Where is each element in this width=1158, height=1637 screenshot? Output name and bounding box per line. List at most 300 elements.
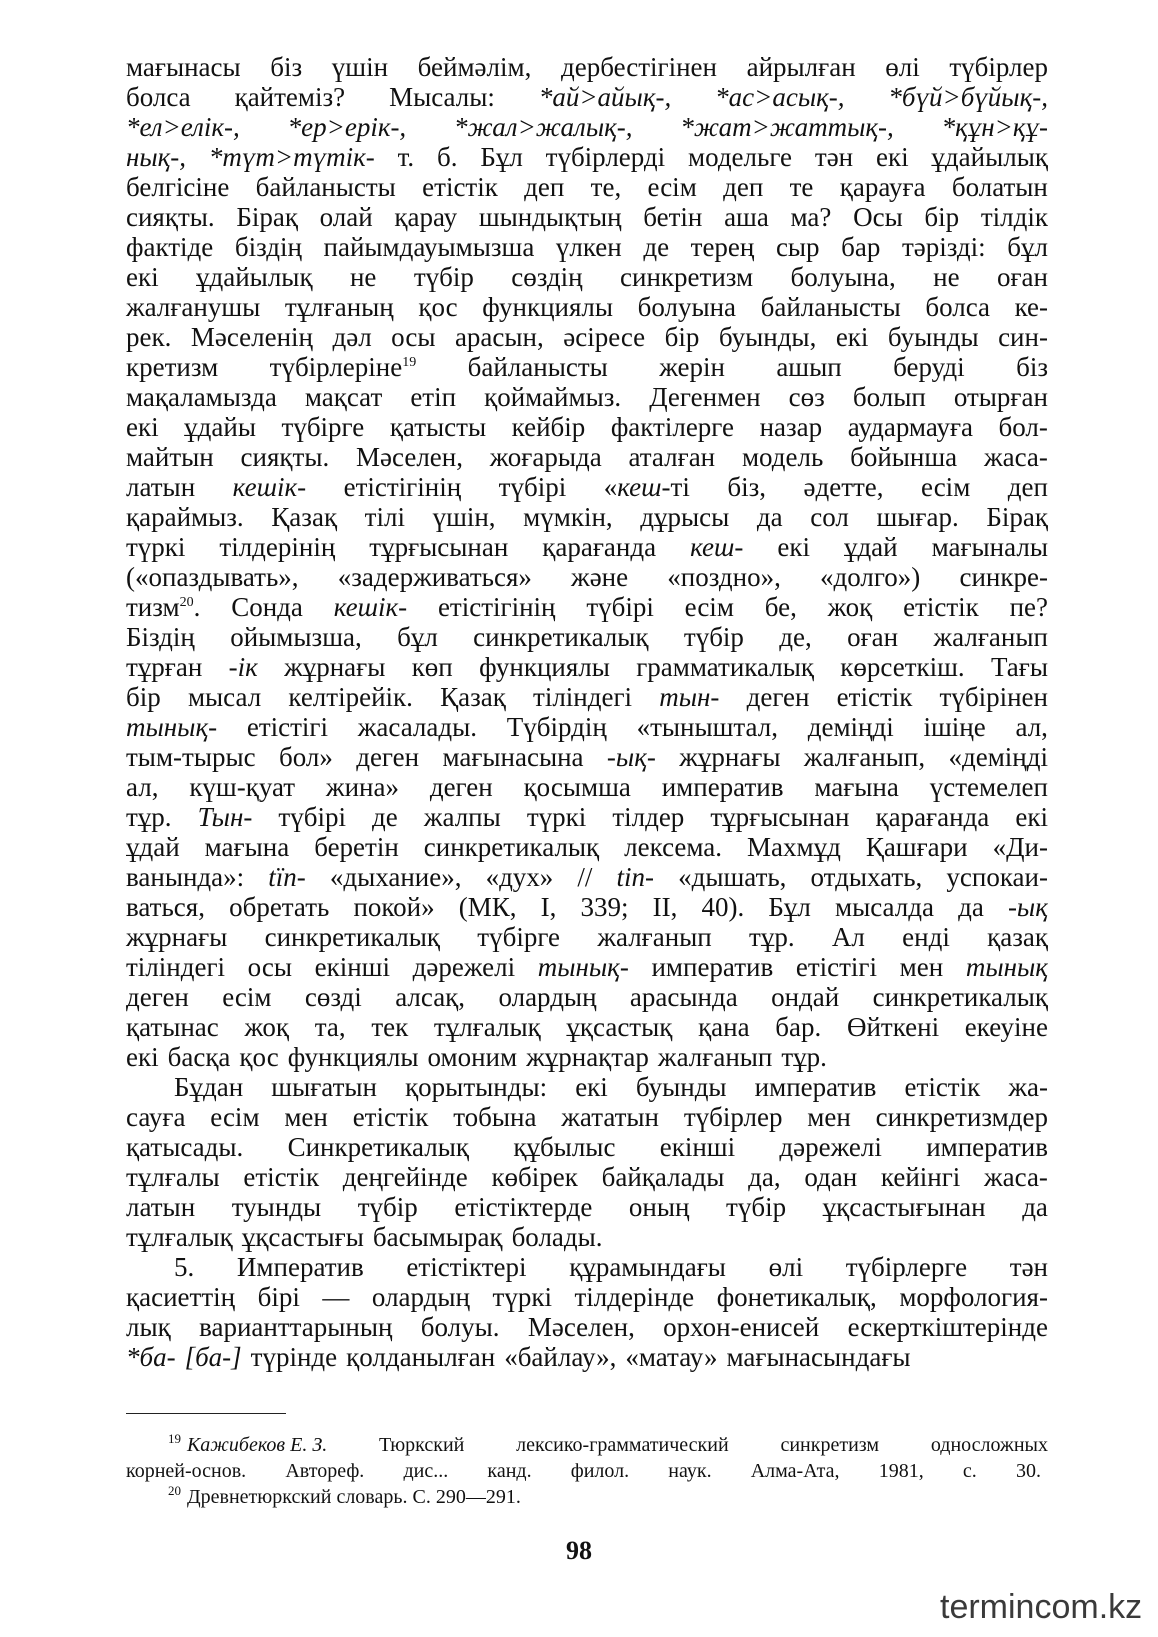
word: осы xyxy=(247,952,292,982)
word: бір xyxy=(924,202,960,232)
word: түркі xyxy=(526,802,587,832)
text-line xyxy=(126,322,1048,352)
word: Синкретикалық xyxy=(287,1132,470,1162)
word: түркі xyxy=(492,1282,552,1312)
word: олай xyxy=(319,202,373,232)
word: мағынасына xyxy=(442,742,584,772)
word: ұқсастығы xyxy=(241,1222,364,1252)
word: жұрнақтар xyxy=(526,1042,649,1072)
word: ванында»: xyxy=(126,862,245,892)
word: жалпы xyxy=(423,802,501,832)
word: жалғанушы xyxy=(126,292,261,322)
word: қатысады. xyxy=(126,1132,244,1162)
word: ке- xyxy=(1014,292,1048,322)
text-line xyxy=(126,1042,1048,1072)
word: сөздің xyxy=(511,262,583,292)
word: функциялы xyxy=(479,652,610,682)
word: біз, xyxy=(727,472,766,502)
word: I, xyxy=(540,892,557,922)
word: Дегенмен xyxy=(649,382,761,412)
word: *құн>құ- xyxy=(941,112,1048,142)
word: синкретизм xyxy=(620,262,754,292)
word: болуына, xyxy=(790,262,896,292)
word: сыр xyxy=(775,232,820,262)
text-line xyxy=(126,1162,1048,1192)
word: етістік xyxy=(422,172,498,202)
word: екі xyxy=(575,1072,608,1102)
word: де, xyxy=(779,622,812,652)
word: Тюркский xyxy=(379,1434,465,1456)
word: тұлғалық xyxy=(433,1012,541,1042)
word: «дыхание», xyxy=(329,862,462,892)
word: етістік xyxy=(903,592,979,622)
word: «долго») xyxy=(820,562,921,592)
word: қатысты xyxy=(389,412,487,442)
word: односложных xyxy=(930,1434,1048,1456)
word: кейінгі xyxy=(880,1162,961,1192)
word: синкретизм xyxy=(780,1434,880,1456)
word: латын xyxy=(126,1192,196,1222)
text-line xyxy=(126,172,1048,202)
word: — xyxy=(322,1282,350,1312)
word: кешік- xyxy=(232,472,307,502)
word: екі xyxy=(126,262,159,292)
word: кейбір xyxy=(511,412,586,442)
text-line xyxy=(126,412,1048,442)
word: II, xyxy=(652,892,678,922)
text-line xyxy=(126,202,1048,232)
word: байқалады xyxy=(601,1162,725,1192)
word: «деміңді xyxy=(948,742,1048,772)
word: аталған xyxy=(628,442,716,472)
word: қосымша xyxy=(523,772,631,802)
word: ал, xyxy=(126,772,159,802)
word: өлі xyxy=(768,1252,804,1282)
word: күш-қуат xyxy=(189,772,296,802)
word: түбір xyxy=(413,262,474,292)
text-line xyxy=(126,952,1048,982)
site-watermark: termincom.kz xyxy=(940,1588,1143,1626)
word: морфология- xyxy=(899,1282,1048,1312)
word: ма? xyxy=(790,202,832,232)
word: модель xyxy=(741,442,824,472)
word: лық xyxy=(126,1312,171,1342)
word: тұлғаның xyxy=(284,292,394,322)
word: та, xyxy=(314,1012,346,1042)
word: Автореф. xyxy=(285,1460,365,1482)
word: Мәселенің xyxy=(190,322,313,352)
word: екі xyxy=(126,1042,159,1072)
word: Алма-Ата, xyxy=(750,1460,840,1482)
word: екеуіне xyxy=(964,1012,1048,1042)
word: етістіктері xyxy=(406,1252,527,1282)
word: тұрғысынан xyxy=(369,532,509,562)
word: есім xyxy=(647,172,697,202)
footnotes xyxy=(126,1432,1048,1510)
word: түбір xyxy=(726,1192,787,1222)
word: беймәлім, xyxy=(417,52,532,82)
word: функциялы xyxy=(287,1042,419,1072)
word: дәл xyxy=(332,322,372,352)
word: не xyxy=(933,262,960,292)
word: есім xyxy=(684,592,734,622)
word: да xyxy=(756,502,783,532)
word: тілі xyxy=(364,502,405,532)
word: отырған xyxy=(953,382,1048,412)
word: омоним xyxy=(427,1042,518,1072)
word: ал, xyxy=(1015,712,1048,742)
word: жа- xyxy=(1008,1072,1048,1102)
word: тәрізді: xyxy=(901,232,986,262)
word: үшін xyxy=(331,52,389,82)
word: жаса- xyxy=(983,442,1048,472)
word: «байлау», xyxy=(504,1342,617,1372)
word: шығар. xyxy=(876,502,959,532)
word: -ық xyxy=(1007,892,1048,922)
text-line xyxy=(126,1102,1048,1132)
text-line xyxy=(126,52,1048,82)
word: түбірлерге xyxy=(845,1252,968,1282)
text-line xyxy=(126,352,1048,382)
text-line xyxy=(126,382,1048,412)
word: түбірінен xyxy=(939,682,1048,712)
word: етістігінің xyxy=(437,592,556,622)
word: бір xyxy=(664,322,700,352)
text-line xyxy=(126,1012,1048,1042)
word: «кеш-ті xyxy=(603,472,690,502)
word: болатын xyxy=(951,172,1048,202)
word: отдыхать, xyxy=(810,862,923,892)
word: сол xyxy=(810,502,849,532)
word: с. xyxy=(962,1460,977,1482)
word: екінші xyxy=(659,1132,736,1162)
word: ашып xyxy=(776,352,842,382)
text-line xyxy=(126,232,1048,262)
word: дәрежелі xyxy=(412,952,516,982)
word: етістігінің xyxy=(343,472,462,502)
word: майтын xyxy=(126,442,214,472)
word: ескерткіштерінде xyxy=(847,1312,1048,1342)
word: Махмұд xyxy=(747,832,841,862)
word: тіліндегі xyxy=(126,952,226,982)
word: болса xyxy=(925,292,990,322)
word: кретизм xyxy=(126,352,219,382)
word: олардың xyxy=(371,1282,470,1312)
word: бұл xyxy=(1007,232,1048,262)
word: көрсеткіш. xyxy=(840,652,965,682)
word: синкретизмдер xyxy=(875,1102,1048,1132)
word: тұрғысынан xyxy=(710,802,850,832)
word: деген xyxy=(356,742,420,772)
word: пайымдауымызша xyxy=(323,232,535,262)
word: оның xyxy=(628,1192,690,1222)
word: мағыналы xyxy=(931,532,1048,562)
word: жұрнағы xyxy=(284,652,386,682)
word: байланысты xyxy=(467,352,608,382)
word: өлі xyxy=(885,52,920,82)
word: бірі xyxy=(257,1282,300,1312)
word: да xyxy=(958,892,984,922)
word: пе? xyxy=(1009,592,1048,622)
word: *бүй>бүйық-, xyxy=(888,82,1048,112)
word: жерін xyxy=(659,352,725,382)
text-line xyxy=(126,532,1048,562)
word: те, xyxy=(590,172,622,202)
word: тек xyxy=(371,1012,409,1042)
text-line xyxy=(126,562,1048,592)
word: синкретикалық xyxy=(423,832,600,862)
word: туынды xyxy=(231,1192,322,1222)
word: есім xyxy=(210,1102,260,1132)
word: Мәселен, xyxy=(356,442,463,472)
word: латын xyxy=(126,472,196,502)
text-line xyxy=(126,832,1048,862)
word: Мәселен, xyxy=(527,1312,635,1342)
word: қос xyxy=(239,1042,279,1072)
word: бол» xyxy=(278,742,333,772)
word: синкретикалық xyxy=(872,982,1048,1012)
word: етістік xyxy=(836,682,913,712)
text-line xyxy=(126,622,1048,652)
word: болуы. xyxy=(420,1312,500,1342)
word: бар. xyxy=(775,1012,822,1042)
word: Бұл xyxy=(768,892,811,922)
word: етістік xyxy=(243,1162,320,1192)
word: болса xyxy=(126,82,191,112)
word: «Ди- xyxy=(992,832,1048,862)
word: қараймыз. xyxy=(126,502,244,532)
word: екі xyxy=(875,142,909,172)
word: фактіде xyxy=(126,232,214,262)
word: болып xyxy=(852,382,926,412)
word: қарауға xyxy=(839,172,926,202)
word: тұлғалық xyxy=(126,1222,233,1252)
text-line xyxy=(126,472,1048,502)
text-line xyxy=(126,592,1048,622)
word: Бұл xyxy=(480,142,523,172)
word: тән xyxy=(814,142,854,172)
word: «дышать, xyxy=(678,862,787,892)
word: рек. xyxy=(126,322,172,352)
text-line xyxy=(126,292,1048,322)
word: Бұдан xyxy=(174,1072,244,1102)
word: «тыныштал, xyxy=(636,712,778,742)
word: басымырақ xyxy=(372,1222,503,1252)
word: енді xyxy=(902,922,950,952)
word: екі xyxy=(1015,802,1048,832)
word: ұдайылық xyxy=(196,262,313,292)
word: қатынас xyxy=(126,1012,219,1042)
word: біз xyxy=(1016,352,1048,382)
word: тұр. xyxy=(126,802,172,832)
word: біз xyxy=(270,52,303,82)
body-text xyxy=(126,52,1048,1372)
word: түбірге xyxy=(477,922,561,952)
word: терең xyxy=(690,232,755,262)
word: ішіңе xyxy=(923,712,986,742)
word: түбірлеріне$^{19}$ xyxy=(269,352,417,382)
word: тым-тырыс xyxy=(126,742,256,772)
text-line xyxy=(126,712,1048,742)
word: назар xyxy=(759,412,823,442)
word: 30. xyxy=(1015,1460,1041,1482)
word: жаса- xyxy=(984,1162,1048,1192)
text-line xyxy=(126,1312,1048,1342)
word: жасалады. xyxy=(357,712,478,742)
text-line xyxy=(126,502,1048,532)
word: беруді xyxy=(893,352,965,382)
word: ваться, xyxy=(126,892,205,922)
word: құрамындағы xyxy=(569,1252,726,1282)
word: деңгейінде xyxy=(342,1162,468,1192)
word: «задерживаться» xyxy=(337,562,532,592)
word: сөз xyxy=(788,382,825,412)
word: дұрысы xyxy=(640,502,730,532)
word: болуына xyxy=(637,292,737,322)
word: жина» xyxy=(325,772,399,802)
word: басқа xyxy=(167,1042,231,1072)
word: -ық- xyxy=(606,742,656,772)
word: шындықтың xyxy=(478,202,622,232)
word: ұдайы xyxy=(184,412,256,442)
word: нық-, xyxy=(126,142,187,172)
word: мүмкін, xyxy=(523,502,613,532)
word: қарау xyxy=(394,202,458,232)
word: мысалда xyxy=(834,892,934,922)
text-line xyxy=(126,262,1048,292)
word: орхон-енисей xyxy=(663,1312,820,1342)
word: буынды xyxy=(887,322,979,352)
word: лексико-грамматический xyxy=(516,1434,729,1456)
word: *ел>елік-, xyxy=(126,112,240,142)
word: Осы xyxy=(853,202,903,232)
word: мағына xyxy=(204,832,290,862)
word: Бірақ xyxy=(236,202,298,232)
word: ұқсастық xyxy=(566,1012,673,1042)
word: тынық- xyxy=(126,712,218,742)
word: етіп xyxy=(410,382,457,412)
text-line xyxy=(126,862,1048,892)
word: тілдерінің xyxy=(219,532,336,562)
word: қасиеттің xyxy=(126,1282,236,1312)
word: лексема. xyxy=(624,832,723,862)
text-line xyxy=(126,742,1048,772)
word: жұрнағы xyxy=(126,922,228,952)
word: ұдайылық xyxy=(931,142,1048,172)
word: құбылыс xyxy=(513,1132,616,1162)
word: тұр. xyxy=(781,1042,827,1072)
word: Мысалы: xyxy=(389,82,495,112)
word: корней-основ. xyxy=(126,1460,247,1482)
word: тынық xyxy=(965,952,1048,982)
word: түбірлер xyxy=(949,52,1048,82)
footnote-divider xyxy=(126,1413,286,1414)
word: // xyxy=(577,862,593,892)
word: ұдай xyxy=(843,532,898,562)
word: қос xyxy=(418,292,458,322)
word: тілдер xyxy=(612,802,685,832)
word: деміңді xyxy=(807,712,894,742)
word: т. xyxy=(397,142,415,172)
word: Қазақ xyxy=(271,502,338,532)
text-line xyxy=(126,1222,1048,1252)
word: де xyxy=(372,802,398,832)
text-line xyxy=(126,772,1048,802)
word: Өйткені xyxy=(846,1012,940,1042)
word: сияқты. xyxy=(126,202,215,232)
word: белгісіне xyxy=(126,172,230,202)
word: наук. xyxy=(668,1460,712,1482)
word: жоғарыда xyxy=(489,442,602,472)
word: тын- xyxy=(659,682,720,712)
word: бол- xyxy=(998,412,1048,442)
word: фактілерге xyxy=(610,412,735,442)
word: *ай>айық-, xyxy=(538,82,672,112)
text-line xyxy=(126,1282,1048,1312)
text-line xyxy=(126,82,1048,112)
word: қайтеміз? xyxy=(234,82,346,112)
word: түбірі xyxy=(586,592,654,622)
word: көбірек xyxy=(491,1162,578,1192)
word: де xyxy=(643,232,670,262)
word: тизм$^{20}$. xyxy=(126,592,201,622)
word: етістіктерде xyxy=(454,1192,593,1222)
word: Біздің xyxy=(126,622,195,652)
word: олардың xyxy=(498,982,597,1012)
word: *жат>жаттық-, xyxy=(680,112,894,142)
text-line xyxy=(126,982,1048,1012)
word: осы xyxy=(391,322,436,352)
word: императив xyxy=(661,772,784,802)
word: *ас>асық-, xyxy=(715,82,845,112)
word: мысал xyxy=(187,682,262,712)
word: үлкен xyxy=(555,232,622,262)
word: қана xyxy=(698,1012,750,1042)
word: Қашғари xyxy=(865,832,968,862)
text-line xyxy=(126,922,1048,952)
word: «дух» xyxy=(485,862,554,892)
word: түбірі xyxy=(498,472,567,502)
word: синкретикалық xyxy=(473,622,649,652)
word: мақаламызда xyxy=(126,382,277,412)
word: тән xyxy=(1009,1252,1048,1282)
word: дәрежелі xyxy=(779,1132,882,1162)
word: не xyxy=(349,262,377,292)
word: Түбірдің xyxy=(506,712,607,742)
word: 1981, xyxy=(878,1460,924,1482)
word: буынды, xyxy=(718,322,817,352)
word: *түт>түтік- xyxy=(208,142,375,172)
word: модельге xyxy=(688,142,793,172)
word: Тын- xyxy=(197,802,253,832)
word: син- xyxy=(998,322,1048,352)
word: *жал>жалық-, xyxy=(454,112,633,142)
word: тобына xyxy=(453,1102,537,1132)
word: жалғанып xyxy=(657,1042,773,1072)
word: етістік xyxy=(352,1102,429,1132)
text-line xyxy=(126,442,1048,472)
word: байланысты xyxy=(760,292,901,322)
word: болады. xyxy=(511,1222,603,1252)
word: аша xyxy=(724,202,769,232)
word: келтірейік. xyxy=(288,682,413,712)
word: жоқ xyxy=(827,592,873,622)
word: Қазақ xyxy=(440,682,506,712)
word: дис... xyxy=(403,1460,449,1482)
word: обретать xyxy=(229,892,330,922)
word: кешік- xyxy=(333,592,408,622)
word: қорытынды: xyxy=(405,1072,548,1102)
